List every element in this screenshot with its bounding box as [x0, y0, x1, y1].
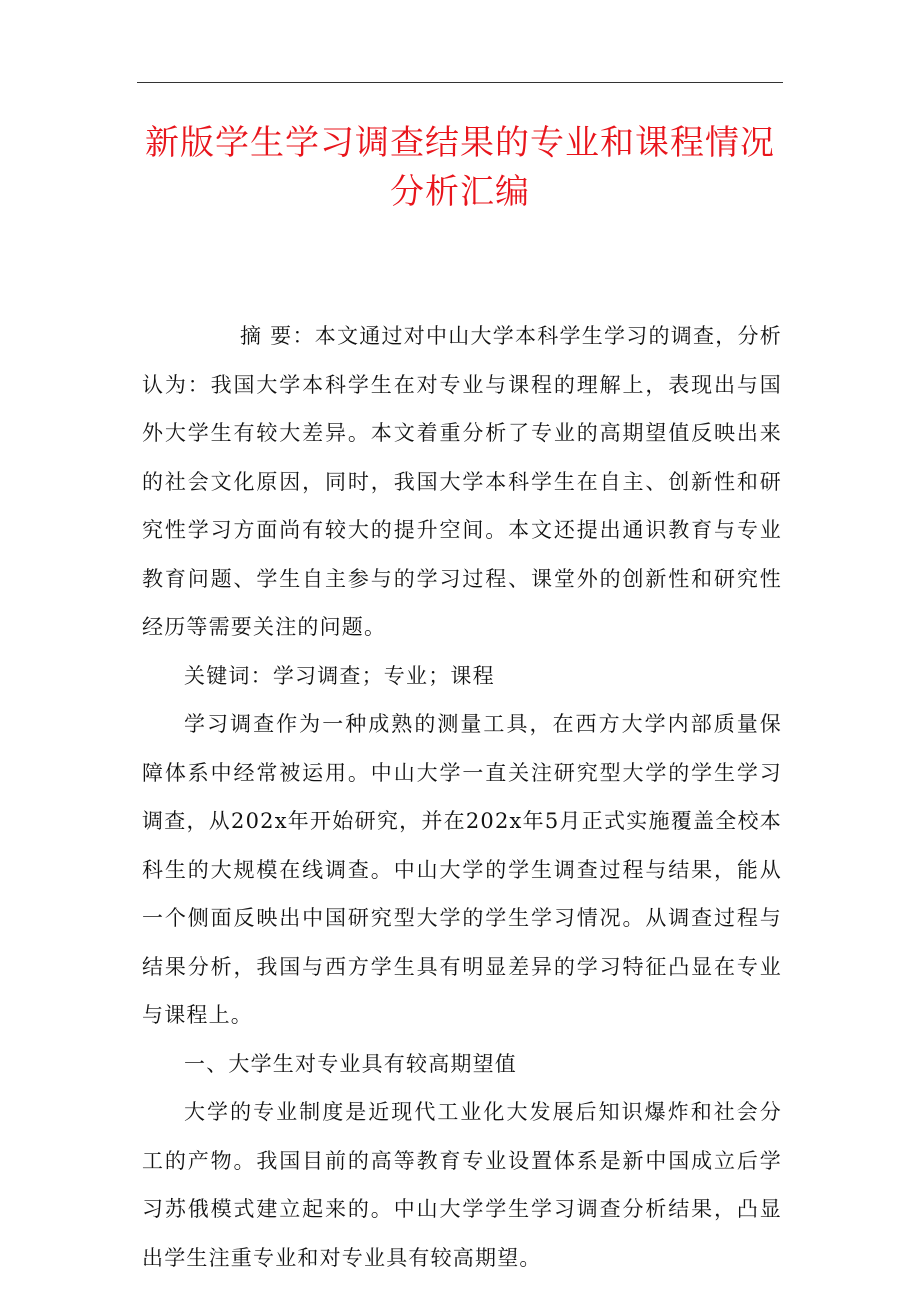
header-rule	[137, 82, 783, 83]
abstract-text: 本文通过对中山大学本科学生学习的调查，分析认为：我国大学本科学生在对专业与课程的理解上，表现出与国外大学生有较大差异。本文着重分析了专业的高期望值反映出来的社会文化原因，同时，我国大学本科学生在自主、创新性和研究性学习方面尚有较大的提升空间。本文还提出通识教育与专业教育问题、学生自主参与的学习过程、课堂外的创新性和研究性经历等需要关注的问题。	[142, 324, 782, 639]
section-1-paragraph: 大学的专业制度是近现代工业化大发展后知识爆炸和社会分工的产物。我国目前的高等教育专业设置体系是新中国成立后学习苏俄模式建立起来的。中山大学学生学习调查分析结果，凸显出学生注重专业和对专业具有较高期望。	[142, 1100, 782, 1270]
document-body	[142, 312, 782, 1282]
abstract-label: 摘 要：	[240, 324, 315, 348]
keywords-label: 关键词：	[184, 663, 273, 688]
document-title-line-2: 分析汇编	[390, 172, 530, 212]
document-title-line-1: 新版学生学习调查结果的专业和课程情况	[145, 123, 775, 163]
intro-paragraph: 学习调查作为一种成熟的测量工具，在西方大学内部质量保障体系中经常被运用。中山大学一直关注研究型大学的学生学习调查，从202x年开始研究，并在202x年5月正式实施覆盖全校本科生的大规模在线调查。中山大学的学生调查过程与结果，能从一个侧面反映出中国研究型大学的学生学习情况。从调查过程与结果分析，我国与西方学生具有明显差异的学习特征凸显在专业与课程上。	[142, 712, 782, 1027]
keywords-paragraph	[142, 652, 782, 701]
abstract-paragraph	[142, 312, 782, 652]
section-1-heading: 一、大学生对专业具有较高期望值	[184, 1051, 517, 1076]
keywords-text: 学习调查；专业；课程	[272, 663, 495, 688]
